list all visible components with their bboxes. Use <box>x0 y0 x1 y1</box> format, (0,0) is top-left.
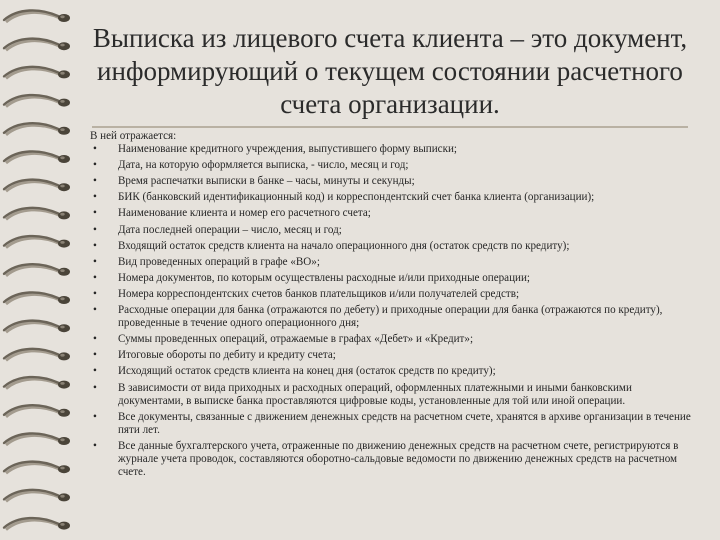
list-item-text: Расходные операции для банка (отражаются по дебету) и приходные операции для банка (отражаются по кредиту), проведенные в течение одного операционного дня; <box>118 304 663 330</box>
list-item-text: Наименование кредитного учреждения, выпустившего форму выписки; <box>118 143 457 156</box>
spiral-ring-icon <box>4 95 70 107</box>
list-item-text: Дата, на которую оформляется выписка, - число, месяц и год; <box>118 159 409 172</box>
bullet-dot-icon: • <box>93 287 97 300</box>
bullet-dot-icon: • <box>93 143 97 156</box>
list-item <box>90 191 696 204</box>
list-item <box>90 159 696 172</box>
title-divider <box>92 126 688 128</box>
list-item-text: Номера корреспондентских счетов банков плательщиков и/или получателей средств; <box>118 287 520 300</box>
spiral-ring-icon <box>4 490 70 502</box>
bullet-dot-icon: • <box>93 271 97 284</box>
bullet-dot-icon: • <box>93 410 97 423</box>
bullet-dot-icon: • <box>93 255 97 268</box>
spiral-ring-icon <box>4 264 70 276</box>
spiral-ring-icon <box>4 151 70 163</box>
bullet-dot-icon: • <box>93 333 97 346</box>
list-item <box>90 304 696 330</box>
list-item-text: Суммы проведенных операций, отражаемые в графах «Дебет» и «Кредит»; <box>118 333 474 346</box>
slide-title: Выписка из лицевого счета клиента – это документ, информирующий о текущем состоянии расчетного счета организации. <box>92 23 688 119</box>
bullet-dot-icon: • <box>93 159 97 172</box>
list-item <box>90 224 696 237</box>
bullet-dot-icon: • <box>93 239 97 252</box>
list-item <box>90 175 696 188</box>
spiral-ring-icon <box>4 518 70 530</box>
list-item-text: В зависимости от вида приходных и расходных операций, оформленных платежными и иными банковскими документами, в выписке банка проставляются цифровые коды, установленные для той или иной операции. <box>118 381 632 407</box>
list-item-text: Номера документов, по которым осуществлены расходные и/или приходные операции; <box>118 271 530 284</box>
spiral-ring-icon <box>4 321 70 333</box>
list-item <box>90 143 696 156</box>
bullet-dot-icon: • <box>93 439 97 452</box>
list-item <box>90 240 696 253</box>
spiral-ring-icon <box>4 208 70 220</box>
intro-text: В ней отражается: <box>90 130 177 142</box>
list-item <box>90 349 696 362</box>
list-item-text: Все документы, связанные с движением денежных средств на расчетном счете, хранятся в архиве организации в течение пяти лет. <box>118 410 691 436</box>
bullet-dot-icon: • <box>93 191 97 204</box>
bullet-dot-icon: • <box>93 207 97 220</box>
list-item <box>90 288 696 301</box>
list-item <box>90 440 696 479</box>
list-item <box>90 272 696 285</box>
spiral-ring-icon <box>4 236 70 248</box>
bullet-dot-icon: • <box>93 223 97 236</box>
list-item-text: Исходящий остаток средств клиента на конец дня (остаток средств по кредиту); <box>118 365 496 378</box>
list-item <box>90 365 696 378</box>
list-item <box>90 382 696 408</box>
list-item <box>90 411 696 437</box>
notebook-spiral-binding <box>0 0 80 540</box>
list-item-text: Входящий остаток средств клиента на начало операционного дня (остаток средств по кредиту); <box>118 239 570 252</box>
spiral-ring-icon <box>4 67 70 79</box>
list-item <box>90 207 696 220</box>
spiral-ring-icon <box>4 180 70 192</box>
bullet-dot-icon: • <box>93 381 97 394</box>
list-item-text: Итоговые обороты по дебиту и кредиту счета; <box>118 349 336 362</box>
spiral-ring-icon <box>4 123 70 135</box>
spiral-ring-icon <box>4 462 70 474</box>
bullet-list <box>90 143 696 479</box>
spiral-ring-icon <box>4 405 70 417</box>
spiral-ring-icon <box>4 349 70 361</box>
spiral-ring-icon <box>4 433 70 445</box>
spiral-ring-icon <box>4 377 70 389</box>
list-item-text: Дата последней операции – число, месяц и год; <box>118 223 342 236</box>
spiral-ring-icon <box>4 39 70 51</box>
bullet-dot-icon: • <box>93 365 97 378</box>
spiral-ring-icon <box>4 10 70 22</box>
list-item-text: Время распечатки выписки в банке – часы, минуты и секунды; <box>118 175 415 188</box>
spiral-ring-icon <box>4 292 70 304</box>
slide-body <box>90 130 696 482</box>
list-item-text: Все данные бухгалтерского учета, отраженные по движению денежных средств на расчетном счете, регистрируются в журнале учета проводок, составляются оборотно-сальдовые ведомости по движению денежных средств на расчетном счете. <box>118 439 679 479</box>
bullet-dot-icon: • <box>93 175 97 188</box>
list-item-text: БИК (банковский идентификационный код) и корреспондентский счет банка клиента (организации); <box>118 191 595 204</box>
list-item-text: Вид проведенных операций в графе «ВО»; <box>118 255 320 268</box>
list-item <box>90 333 696 346</box>
bullet-dot-icon: • <box>93 349 97 362</box>
list-item-text: Наименование клиента и номер его расчетного счета; <box>118 207 371 220</box>
bullet-dot-icon: • <box>93 304 97 317</box>
list-item <box>90 256 696 269</box>
